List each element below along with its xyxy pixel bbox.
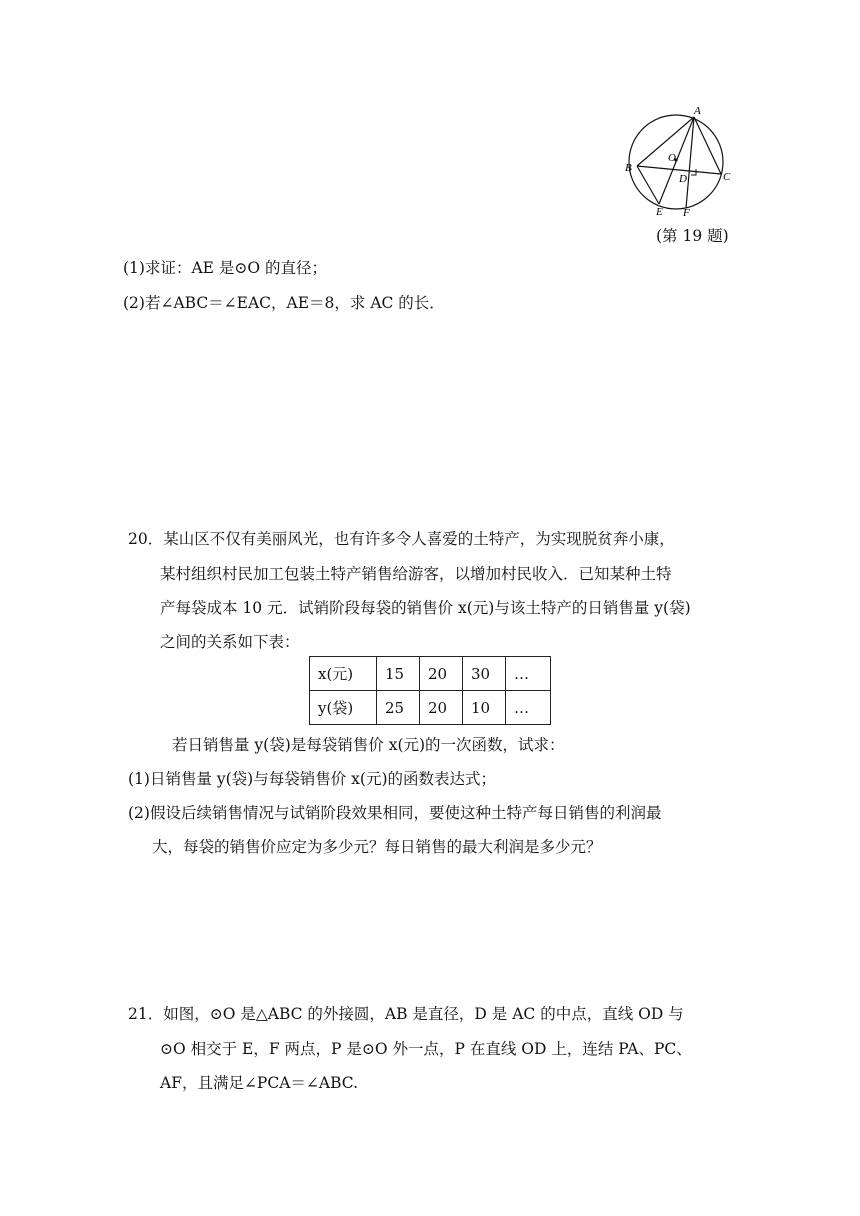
q21-line-2: ⊙O 相交于 E，F 两点，P 是⊙O 外一点，P 在直线 OD 上，连结 PA、PC、 [160,1040,692,1058]
table-cell: 10 [463,691,506,725]
table-cell: … [506,657,551,691]
segment-ac [694,117,721,174]
table-cell: 25 [377,691,420,725]
segment-be [637,166,659,204]
q20-subquestion-2-line-2: 大，每袋的销售价应定为多少元？每日销售的最大利润是多少元？ [152,838,602,856]
q20-subquestion-2-line-1: (2)假设后续销售情况与试销阶段效果相同，要使这种土特产每日销售的利润最 [128,804,662,822]
q20-line-2: 某村组织村民加工包装土特产销售给游客，以增加村民收入．已知某种土特 [160,565,672,583]
q21-line-1: 21．如图，⊙O 是△ABC 的外接圆，AB 是直径，D 是 AC 的中点，直线 OD 与 [128,1005,684,1023]
q19-figure [620,102,740,218]
table-cell: … [506,691,551,725]
q20-subquestion-1: (1)日销售量 y(袋)与每袋销售价 x(元)的函数表达式； [128,770,496,788]
table-cell: 20 [420,691,463,725]
q20-line-1: 20．某山区不仅有美丽风光，也有许多令人喜爱的土特产，为实现脱贫奔小康， [128,530,675,548]
table-cell: 15 [377,657,420,691]
table-cell: 30 [463,657,506,691]
q20-line-4: 之间的关系如下表： [160,633,300,651]
segment-ab [637,117,694,166]
segment-af [686,117,694,208]
label-d: D [679,173,687,185]
q19-subquestion-2: (2)若∠ABC＝∠EAC，AE＝8，求 AC 的长． [123,294,445,312]
label-c: C [723,171,731,183]
table-row [310,657,551,691]
label-b: B [625,162,632,174]
label-f: F [683,207,690,218]
q20-line-3: 产每袋成本 10 元．试销阶段每袋的销售价 x(元)与该土特产的日销售量 y(袋) [160,599,691,617]
table-row [310,691,551,725]
label-o: O [668,152,676,164]
q20-line-5: 若日销售量 y(袋)是每袋销售价 x(元)的一次函数，试求： [172,736,565,754]
table-cell: y(袋) [310,691,377,725]
q19-figure-caption: (第 19 题) [656,227,729,245]
table-cell: x(元) [310,657,377,691]
table-cell: 20 [420,657,463,691]
q19-subquestion-1: (1)求证：AE 是⊙O 的直径； [123,259,328,277]
label-e: E [656,206,663,218]
label-a: A [694,105,701,117]
q20-table [309,656,551,725]
q21-line-3: AF，且满足∠PCA＝∠ABC. [160,1074,359,1092]
